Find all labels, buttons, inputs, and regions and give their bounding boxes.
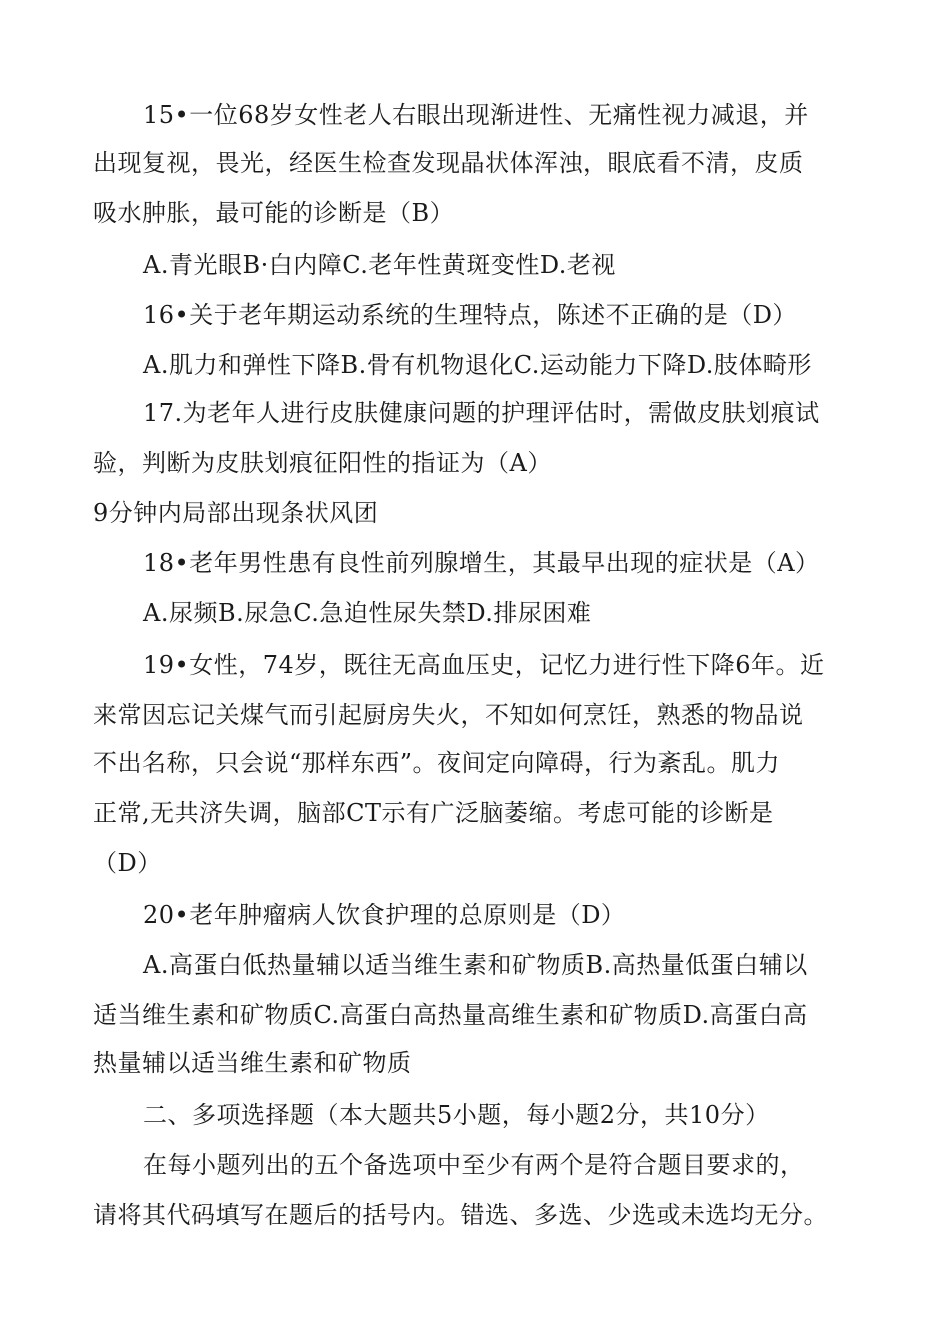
q15-line-2: 出现复视，畏光，经医生检查发现晶状体浑浊，眼底看不清，皮质: [93, 149, 804, 177]
q19-line-3: 不出名称，只会说“那样东西”。夜间定向障碍，行为紊乱。肌力: [93, 749, 781, 777]
q19-line-4: 正常,无共济失调，脑部CT示有广泛脑萎缩。考虑可能的诊断是: [93, 799, 774, 827]
q18-options: A.尿频B.尿急C.急迫性尿失禁D.排尿困难: [143, 599, 592, 627]
q20-line-1: 20•老年肿瘤病人饮食护理的总原则是（D）: [143, 901, 626, 929]
q20-options-2: 适当维生素和矿物质C.高蛋白高热量高维生素和矿物质D.高蛋白高: [93, 1001, 808, 1029]
section-instructions-2: 请将其代码填写在题后的括号内。错选、多选、少选或未选均无分。: [93, 1201, 828, 1229]
q18-line-1: 18•老年男性患有良性前列腺增生，其最早出现的症状是（A）: [143, 549, 820, 577]
q17-line-2: 验，判断为皮肤划痕征阳性的指证为（A）: [93, 449, 552, 477]
q16-options: A.肌力和弹性下降B.骨有机物退化C.运动能力下降D.肢体畸形: [143, 351, 812, 379]
q15-options: A.青光眼B·白内障C.老年性黄斑变性D.老视: [143, 251, 616, 279]
section-heading: 二、多项选择题（本大题共5小题，每小题2分，共10分）: [143, 1101, 770, 1129]
q15-line-3: 吸水肿胀，最可能的诊断是（B）: [93, 199, 455, 227]
q17-line-1: 17.为老年人进行皮肤健康问题的护理评估时，需做皮肤划痕试: [143, 399, 820, 427]
q15-line-1: 15•一位68岁女性老人右眼出现渐进性、无痛性视力减退，并: [143, 101, 809, 129]
q20-options-3: 热量辅以适当维生素和矿物质: [93, 1049, 412, 1077]
q19-line-2: 来常因忘记关煤气而引起厨房失火，不知如何烹饪，熟悉的物品说: [93, 701, 804, 729]
q16-line-1: 16•关于老年期运动系统的生理特点，陈述不正确的是（D）: [143, 301, 797, 329]
q19-line-1: 19•女性，74岁，既往无高血压史，记忆力进行性下降6年。近: [143, 651, 825, 679]
section-instructions-1: 在每小题列出的五个备选项中至少有两个是符合题目要求的，: [143, 1151, 805, 1179]
q19-line-5: （D）: [93, 849, 162, 877]
q20-options-1: A.高蛋白低热量辅以适当维生素和矿物质B.高热量低蛋白辅以: [143, 951, 808, 979]
q17-answer: 9分钟内局部出现条状风团: [93, 499, 379, 527]
